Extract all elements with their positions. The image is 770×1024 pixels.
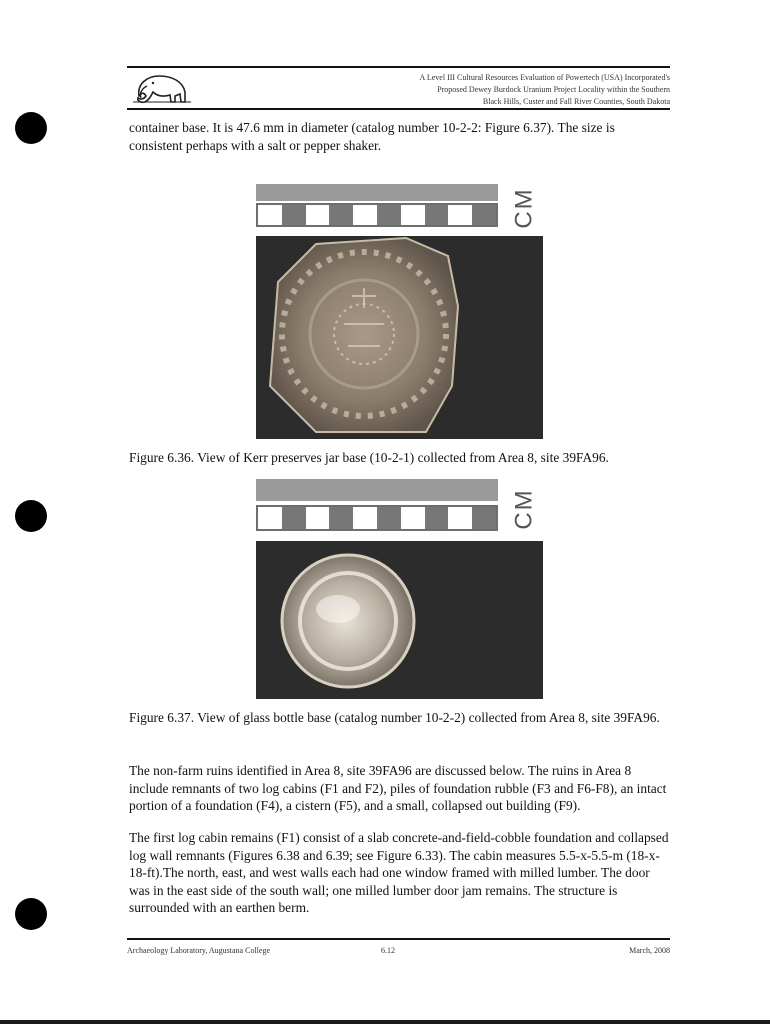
- header-rule-top: [127, 66, 670, 68]
- header-title: [340, 72, 670, 108]
- figure-6-36-caption: Figure 6.36. View of Kerr preserves jar base (10-2-1) collected from Area 8, site 39FA96.: [129, 450, 609, 465]
- mammoth-logo-icon: [129, 70, 195, 106]
- glass-bottle-base-image: [256, 541, 543, 699]
- scan-edge: [0, 1020, 770, 1024]
- header-line-3: Black Hills, Custer and Fall River Counties, South Dakota: [482, 97, 670, 106]
- footer-date: March, 2008: [629, 946, 670, 955]
- scale-bar: [256, 479, 498, 531]
- header-line-1: A Level III Cultural Resources Evaluation of Powertech (USA) Incorporated's: [419, 73, 670, 82]
- kerr-jar-base-image: [256, 236, 543, 439]
- header-line-2: Proposed Dewey Burdock Uranium Project Locality within the Southern: [437, 85, 670, 94]
- figure-6-37-caption: Figure 6.37. View of glass bottle base (catalog number 10-2-2) collected from Area 8, site 39FA96.: [129, 710, 660, 725]
- figure-6-36-photo: [256, 184, 543, 439]
- intro-paragraph: container base. It is 47.6 mm in diameter (catalog number 10-2-2: Figure 6.37). The size is consistent perhaps with a salt or pepper shaker.: [129, 120, 615, 153]
- header-rule-bottom: [127, 108, 670, 110]
- scale-bar: [256, 184, 498, 230]
- page-number: 6.12: [381, 946, 395, 955]
- binder-hole-middle: [15, 500, 47, 532]
- binder-hole-bottom: [15, 898, 47, 930]
- page-header: [127, 66, 670, 110]
- scale-label: CM: [510, 488, 538, 530]
- paragraph-non-farm-ruins: The non-farm ruins identified in Area 8, site 39FA96 are discussed below. The ruins in Area 8 include remnants of two log cabins (F1 and F2), piles of foundation rubble (F3 and F6-F8), an intact portion of a foundation (F4), a cistern (F5), and a small, collapsed out building (F9).: [129, 763, 667, 813]
- scale-label: CM: [510, 187, 538, 229]
- binder-hole-top: [15, 112, 47, 144]
- footer-organization: Archaeology Laboratory, Augustana College: [127, 946, 270, 955]
- paragraph-first-log-cabin: The first log cabin remains (F1) consist of a slab concrete-and-field-cobble foundation and collapsed log wall remnants (Figures 6.38 and 6.39; see Figure 6.33). The cabin measures 5.5-x-5.5-m (18-x-18-ft).The north, east, and west walls each had one window framed with milled lumber. The door was in the east side of the south wall; one milled lumber door jam remains. The structure is surrounded with an earthen berm.: [129, 830, 669, 915]
- footer-rule: [127, 938, 670, 940]
- figure-6-37-photo: [256, 479, 543, 699]
- page-footer: [127, 938, 670, 960]
